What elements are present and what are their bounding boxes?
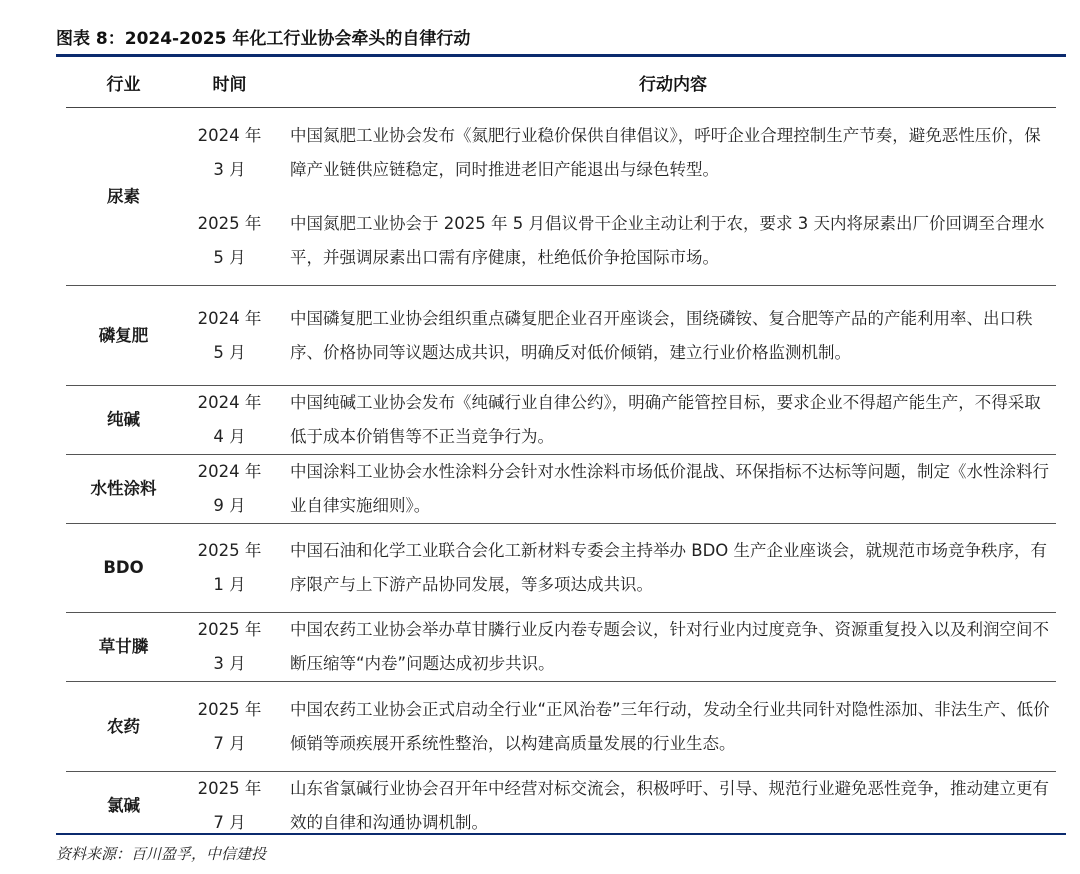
- time-cell: [181, 682, 278, 772]
- time-cell: [181, 455, 278, 524]
- content-cell: 中国农药工业协会举办草甘膦行业反内卷专题会议，针对行业内过度竞争、资源重复投入以及利润空间不断压缩等“内卷”问题达成初步共识。: [290, 613, 1056, 682]
- header-content: 行动内容: [290, 57, 1056, 108]
- industry-cell: BDO: [66, 524, 181, 613]
- table-row: [56, 286, 1066, 386]
- industry-cell: 农药: [66, 682, 181, 772]
- time-month: 7 月: [213, 813, 246, 832]
- industry-cell: 磷复肥: [66, 286, 181, 386]
- time-year: 2024 年: [197, 308, 262, 328]
- content-cell: 山东省氯碱行业协会召开年中经营对标交流会，积极呼吁、引导、规范行业避免恶性竞争，推动建立更有效的自律和沟通协调机制。: [290, 779, 1049, 832]
- source-note: 资料来源：百川盈孚，中信建投: [56, 845, 267, 863]
- time-cell: [181, 108, 278, 198]
- table-row: [56, 524, 1066, 613]
- time-month: 1 月: [213, 575, 246, 594]
- time-year: 2025 年: [197, 620, 262, 639]
- table-caption: 图表 8：2024-2025 年化工行业协会牵头的自律行动: [56, 29, 471, 49]
- time-month: 9 月: [213, 496, 246, 515]
- self-discipline-table: [56, 57, 1066, 840]
- time-month: 7 月: [213, 733, 246, 753]
- time-month: 4 月: [213, 427, 246, 446]
- bottom-rule: [56, 833, 1066, 835]
- time-month: 5 月: [213, 342, 246, 362]
- industry-cell: 纯碱: [66, 386, 181, 455]
- industry-cell: 水性涂料: [66, 455, 181, 524]
- industry-cell: 氯碱: [107, 796, 140, 815]
- time-month: 5 月: [213, 248, 246, 268]
- industry-cell: 尿素: [66, 108, 181, 286]
- time-year: 2024 年: [197, 462, 262, 481]
- content-cell: 中国农药工业协会正式启动全行业“正风治卷”三年行动，发动全行业共同针对隐性添加、非法生产、低价倾销等顽疾展开系统性整治，以构建高质量发展的行业生态。: [290, 682, 1056, 772]
- time-cell: [181, 524, 278, 613]
- header-row: [56, 57, 1066, 108]
- header-industry: 行业: [66, 57, 181, 108]
- time-year: 2025 年: [197, 214, 262, 234]
- table-row: [56, 198, 1066, 286]
- table-row: [56, 613, 1066, 682]
- time-cell: [181, 772, 278, 841]
- time-cell: [181, 286, 278, 386]
- time-month: 3 月: [213, 654, 246, 673]
- table-row: [56, 772, 1066, 841]
- table-row: [56, 386, 1066, 455]
- time-year: 2025 年: [197, 541, 262, 560]
- header-time: 时间: [181, 57, 278, 108]
- content-cell: 中国氮肥工业协会发布《氮肥行业稳价保供自律倡议》，呼吁企业合理控制生产节奏，避免恶性压价，保障产业链供应链稳定，同时推进老旧产能退出与绿色转型。: [290, 125, 1041, 179]
- time-cell: [181, 198, 278, 286]
- time-year: 2024 年: [197, 125, 262, 145]
- time-cell: [181, 386, 278, 455]
- content-cell: 中国磷复肥工业协会组织重点磷复肥企业召开座谈会，围绕磷铵、复合肥等产品的产能利用率、出口秩序、价格协同等议题达成共识，明确反对低价倾销，建立行业价格监测机制。: [290, 286, 1056, 386]
- time-year: 2024 年: [197, 393, 262, 412]
- table-row: [56, 455, 1066, 524]
- table-row: [56, 682, 1066, 772]
- time-month: 3 月: [213, 159, 246, 179]
- content-cell: 中国氮肥工业协会于 2025 年 5 月倡议骨干企业主动让利于农，要求 3 天内将尿素出厂价回调至合理水平，并强调尿素出口需有序健康，杜绝低价争抢国际市场。: [290, 198, 1056, 286]
- time-year: 2025 年: [197, 699, 262, 719]
- table-row: [56, 108, 1066, 198]
- content-cell: 中国石油和化学工业联合会化工新材料专委会主持举办 BDO 生产企业座谈会，就规范市场竞争秩序，有序限产与上下游产品协同发展，等多项达成共识。: [290, 524, 1056, 613]
- industry-cell: 草甘膦: [66, 613, 181, 682]
- time-cell: [181, 613, 278, 682]
- time-year: 2025 年: [197, 779, 262, 798]
- content-cell: 中国纯碱工业协会发布《纯碱行业自律公约》，明确产能管控目标，要求企业不得超产能生产，不得采取低于成本价销售等不正当竞争行为。: [290, 386, 1056, 455]
- content-cell: 中国涂料工业协会水性涂料分会针对水性涂料市场低价混战、环保指标不达标等问题，制定《水性涂料行业自律实施细则》。: [290, 455, 1056, 524]
